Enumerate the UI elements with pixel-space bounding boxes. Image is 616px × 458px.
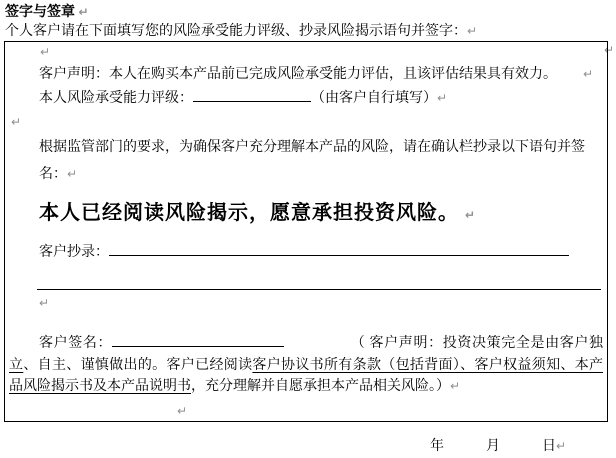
client-transcription-blank[interactable]	[109, 240, 569, 256]
regulator-instruction-text: 根据监管部门的要求，为确保客户充分理解本产品的风险，请在确认栏抄录以下语句并签名：	[39, 140, 585, 182]
paragraph-mark: ↵	[67, 167, 78, 181]
paragraph-mark: ↵	[437, 91, 448, 105]
header	[0, 0, 616, 41]
date-line	[430, 435, 603, 458]
paragraph-mark: ↵	[465, 208, 477, 222]
risk-statement-line	[9, 196, 603, 232]
date-line-text[interactable]: 年 月 日	[430, 438, 556, 454]
client-declaration-text: 客户声明：本人在购买本产品前已完成风险承受能力评估，且该评估结果具有效力。	[39, 67, 557, 82]
signature-form-box	[4, 41, 608, 454]
client-transcription-blank-line2[interactable]	[37, 265, 601, 290]
signature-note-segment: （ 客户声明：投资决策完全是由客户独	[350, 336, 604, 351]
paragraph-mark: ↵	[11, 115, 22, 129]
paragraph-mark: ↵	[39, 296, 50, 310]
client-transcription-label: 客户抄录：	[39, 245, 109, 260]
signature-note-segment-underlined: 客户协议书所有条款（包括背面）、客户权益须知、本产品风险揭示书及本产品说明书	[9, 357, 604, 394]
signature-note-segment-underlined: 立	[9, 357, 24, 373]
regulator-instruction-line	[9, 135, 603, 188]
client-signature-blank[interactable]	[112, 331, 284, 347]
paragraph-mark: ↵	[583, 67, 594, 81]
signature-note-segment: 、自主、谨慎做出的。客户已经阅读	[23, 357, 253, 373]
risk-rating-line	[9, 86, 603, 110]
risk-rating-hint: （由客户自行填写）	[311, 91, 437, 106]
paragraph-mark: ↵	[78, 5, 89, 19]
client-signature-paragraph	[9, 331, 603, 398]
empty-line	[9, 42, 603, 63]
risk-rating-blank[interactable]	[193, 86, 311, 102]
paragraph-mark: ↵	[604, 43, 615, 57]
section-subtitle-text: 个人客户请在下面填写您的风险承受能力评级、抄录风险揭示语句并签字：	[5, 24, 467, 39]
section-title-text: 签字与签章	[5, 5, 75, 20]
risk-rating-label: 本人风险承受能力评级：	[39, 91, 193, 106]
client-declaration-line	[9, 63, 603, 86]
paragraph-mark: ↵	[467, 24, 478, 38]
empty-line	[9, 110, 603, 135]
client-signature-label: 客户签名：	[39, 336, 113, 351]
section-title	[5, 3, 616, 22]
paragraph-mark: ↵	[556, 438, 567, 453]
paragraph-mark: ↵	[40, 45, 51, 59]
risk-statement-text: 本人已经阅读风险揭示，愿意承担投资风险。	[39, 202, 459, 224]
client-transcription-line	[9, 240, 603, 265]
paragraph-mark: ↵	[450, 379, 461, 393]
paragraph-mark: ↵	[177, 403, 188, 418]
empty-line	[9, 398, 603, 425]
section-subtitle	[5, 22, 616, 41]
empty-line	[9, 290, 603, 317]
signature-note-segment: ，充分理解并自愿承担本产品相关风险。）	[191, 379, 450, 394]
